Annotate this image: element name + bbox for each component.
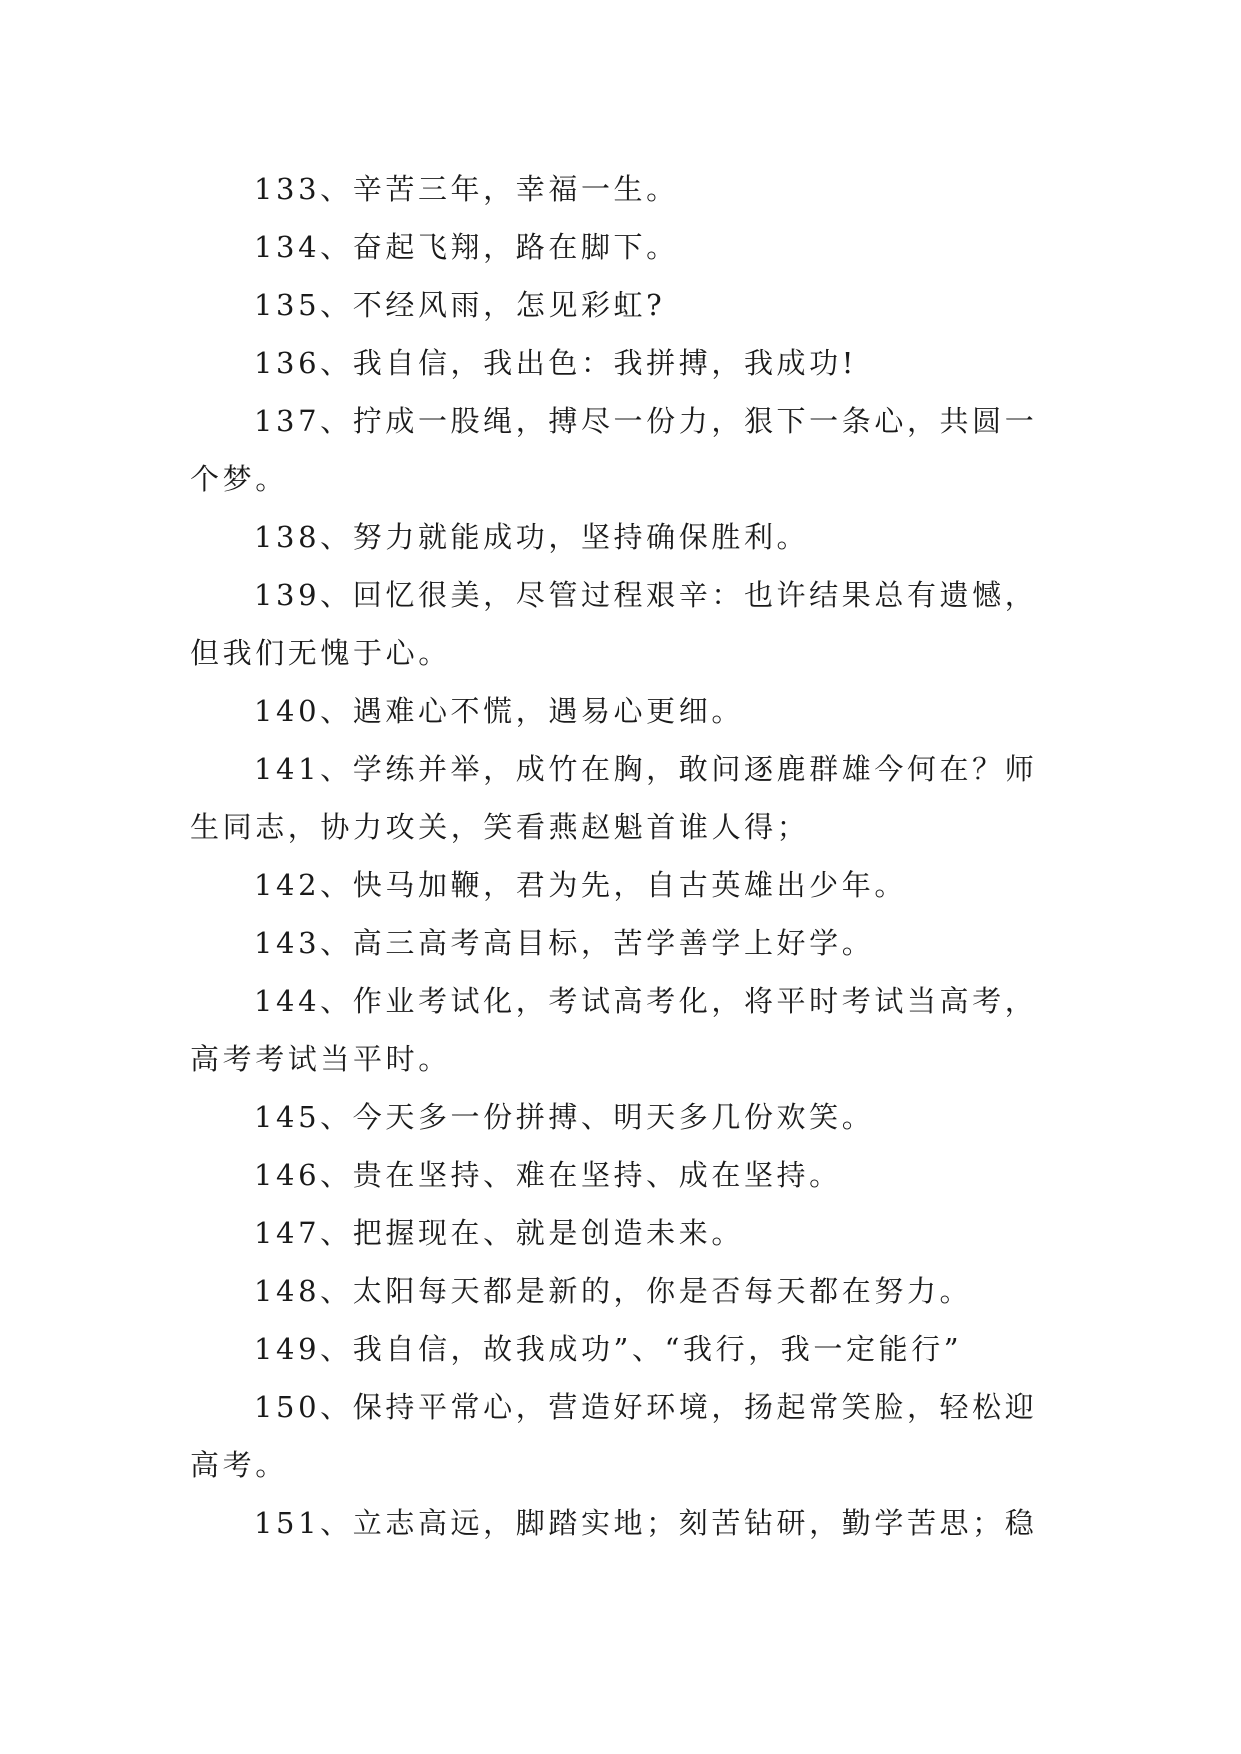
paragraph-136: 136、我自信，我出色：我拼搏，我成功! bbox=[254, 346, 858, 380]
paragraph-149: 149、我自信，故我成功”、“我行，我一定能行” bbox=[254, 1332, 963, 1366]
paragraph-145: 145、今天多一份拼搏、明天多几份欢笑。 bbox=[254, 1100, 875, 1134]
paragraph-150: 150、保持平常心，营造好环境，扬起常笑脸，轻松迎高考。 bbox=[190, 1390, 1038, 1482]
paragraph-142: 142、快马加鞭，君为先，自古英雄出少年。 bbox=[254, 868, 907, 902]
document-body bbox=[190, 160, 1050, 1552]
paragraph-147: 147、把握现在、就是创造未来。 bbox=[254, 1216, 744, 1250]
paragraph-138: 138、努力就能成功，坚持确保胜利。 bbox=[254, 520, 810, 554]
paragraph-135: 135、不经风雨，怎见彩虹? bbox=[254, 288, 666, 322]
paragraph-139: 139、回忆很美，尽管过程艰辛：也许结果总有遗憾，但我们无愧于心。 bbox=[190, 578, 1038, 670]
paragraph-134: 134、奋起飞翔，路在脚下。 bbox=[254, 230, 679, 264]
paragraph-146: 146、贵在坚持、难在坚持、成在坚持。 bbox=[254, 1158, 842, 1192]
paragraph-140: 140、遇难心不慌，遇易心更细。 bbox=[254, 694, 744, 728]
paragraph-151: 151、立志高远，脚踏实地；刻苦钻研，勤学苦思；稳 bbox=[254, 1506, 1038, 1540]
paragraph-144: 144、作业考试化，考试高考化，将平时考试当高考，高考考试当平时。 bbox=[190, 984, 1038, 1076]
paragraph-141: 141、学练并举，成竹在胸，敢问逐鹿群雄今何在？师生同志，协力攻关，笑看燕赵魁首谁人得； bbox=[190, 752, 1038, 844]
paragraph-148: 148、太阳每天都是新的，你是否每天都在努力。 bbox=[254, 1274, 973, 1308]
paragraph-137: 137、拧成一股绳，搏尽一份力，狠下一条心，共圆一个梦。 bbox=[190, 404, 1038, 496]
paragraph-133: 133、辛苦三年，幸福一生。 bbox=[254, 172, 679, 206]
paragraph-143: 143、高三高考高目标，苦学善学上好学。 bbox=[254, 926, 875, 960]
